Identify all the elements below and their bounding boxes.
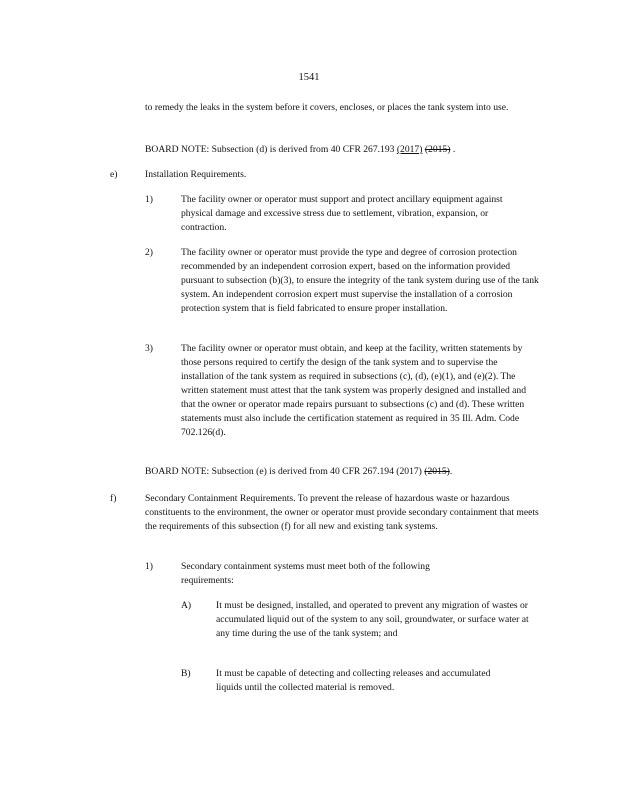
item-f1-text: Secondary containment systems must meet both of the following requirements:	[181, 561, 430, 586]
item-e2-text: The facility owner or operator must provide the type and degree of corrosion protection recommended by an independent corrosion expert, based on the information provided pursuant to subsection (b)(3), to ensure the integrity of the tank system during use of the tank system. An independent corrosion expert must supervise the installation of a corrosion protection system that is field fabricated to ensure proper installation.	[181, 247, 539, 314]
section-f-label: f)	[110, 493, 117, 504]
board-note-d-text: BOARD NOTE: Subsection (d) is derived from 40 CFR 267.193	[145, 144, 395, 155]
carryover-paragraph: to remedy the leaks in the system before it covers, encloses, or places the tank system into use.	[145, 102, 509, 113]
board-note-e-period: .	[449, 466, 453, 477]
item-e3-text: The facility owner or operator must obtain, and keep at the facility, written statements by those persons required to certify the design of the tank system and to supervise the installation of the tank system as required in subsections (c), (d), (e)(1), and (e)(2). The written statement must attest that the tank system was properly designed and installed and that the owner or operator made repairs pursuant to subsections (c) and (d). These written statements must also include the certification statement as required in 35 Ill. Adm. Code 702.126(d).	[181, 343, 527, 438]
item-e1-text: The facility owner or operator must support and protect ancillary equipment against physical damage and excessive stress due to settlement, vibration, expansion, or contraction.	[181, 194, 503, 233]
board-note-d-inserted: (2017)	[396, 144, 423, 155]
board-note-d-deleted: (2015)	[424, 144, 451, 155]
item-e3-label: 3)	[145, 343, 153, 354]
item-f1-label: 1)	[145, 561, 153, 572]
board-note-e	[145, 465, 565, 479]
section-f-text: Secondary Containment Requirements. To prevent the release of hazardous waste or hazardous constituents to the environment, the owner or operator must provide secondary containment that meets the requirements of this subsection (f) for all new and existing tank systems.	[145, 493, 539, 532]
item-f1b-label: B)	[181, 668, 191, 679]
board-note-d	[145, 143, 565, 157]
section-e-heading: Installation Requirements.	[145, 169, 247, 180]
board-note-e-text: BOARD NOTE: Subsection (e) is derived from 40 CFR 267.194 (2017)	[145, 466, 422, 477]
section-e-label: e)	[110, 169, 118, 180]
page-number: 1541	[298, 72, 320, 83]
board-note-e-deleted: (2015)	[424, 466, 450, 477]
board-note-d-period: .	[452, 144, 456, 155]
item-f1a-label: A)	[181, 600, 192, 611]
item-f1b-text: It must be capable of detecting and collecting releases and accumulated liquids until the collected material is removed.	[216, 668, 491, 693]
item-e1-label: 1)	[145, 194, 153, 205]
item-e2-label: 2)	[145, 247, 153, 258]
item-f1a-text: It must be designed, installed, and operated to prevent any migration of wastes or accumulated liquid out of the system to any soil, groundwater, or surface water at any time during the use of the tank system; and	[216, 600, 529, 639]
